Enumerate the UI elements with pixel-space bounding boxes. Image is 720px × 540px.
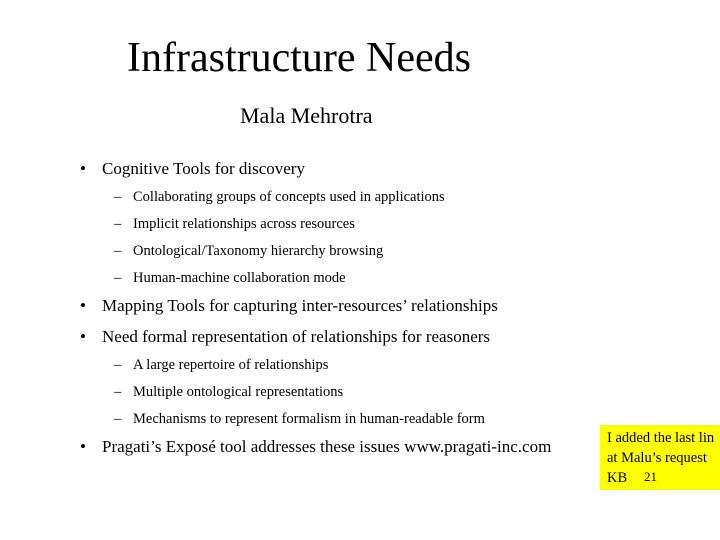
bullet-text: Mapping Tools for capturing inter-resources’ relationships <box>102 296 498 315</box>
sub-bullet-marker: – <box>114 216 122 232</box>
sub-bullet-text: Mechanisms to represent formalism in human-readable form <box>133 411 485 427</box>
sub-bullet-text: Implicit relationships across resources <box>133 216 355 232</box>
bullet-marker: • <box>80 296 86 315</box>
bullet-text: Need formal representation of relationships for reasoners <box>102 327 491 346</box>
bullet-marker: • <box>80 159 86 178</box>
sub-bullet-text: Ontological/Taxonomy hierarchy browsing <box>133 243 384 259</box>
note-line: at Malu’s request <box>607 450 707 466</box>
sub-bullet-marker: – <box>114 384 122 400</box>
bullet-text: Pragati’s Exposé tool addresses these issues www.pragati-inc.com <box>102 437 552 456</box>
bullet-marker: • <box>80 437 86 456</box>
sub-bullet-marker: – <box>114 270 122 286</box>
sub-bullet-text: Collaborating groups of concepts used in applications <box>133 189 445 205</box>
sub-bullet-marker: – <box>114 411 122 427</box>
bullet-marker: • <box>80 327 86 346</box>
bullet-text: Cognitive Tools for discovery <box>102 159 305 178</box>
sub-bullet-text: Human-machine collaboration mode <box>133 270 346 286</box>
sub-bullet-marker: – <box>114 243 122 259</box>
note-line: KB <box>607 470 628 486</box>
sticky-note <box>600 425 720 490</box>
slide-title: Infrastructure Needs <box>127 35 471 81</box>
page-number: 21 <box>644 469 657 484</box>
slide-subtitle: Mala Mehrotra <box>240 103 373 128</box>
sub-bullet-text: Multiple ontological representations <box>133 384 344 400</box>
sub-bullet-marker: – <box>114 357 122 373</box>
sub-bullet-text: A large repertoire of relationships <box>133 357 329 373</box>
note-line: I added the last lin <box>607 430 715 446</box>
sub-bullet-marker: – <box>114 189 122 205</box>
